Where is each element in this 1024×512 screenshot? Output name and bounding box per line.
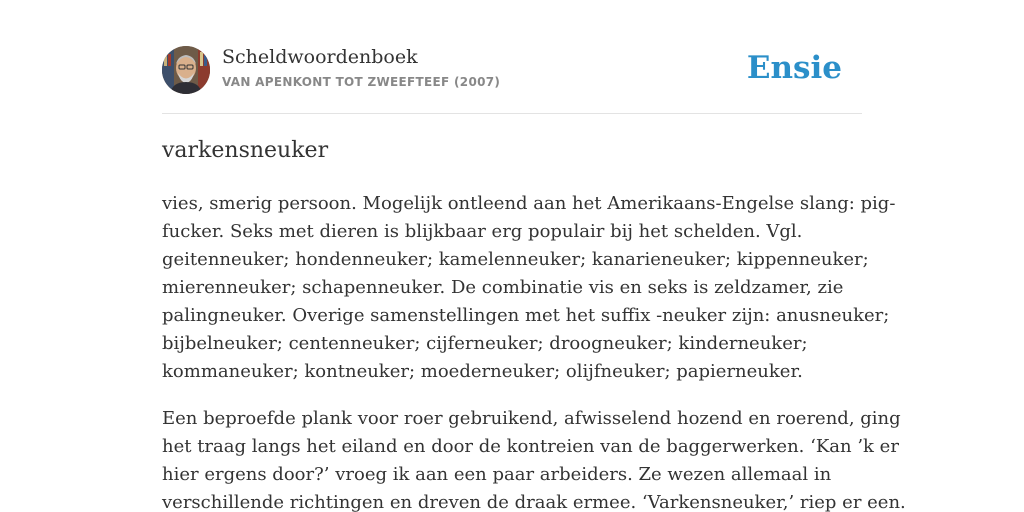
header-divider <box>162 113 862 114</box>
text-line: kommaneuker; kontneuker; moederneuker; olijfneuker; papierneuker. <box>162 361 803 382</box>
definition-paragraph <box>162 190 896 386</box>
text-line: Een beproefde plank voor roer gebruikend, afwisselend hozend en roerend, ging <box>162 408 901 429</box>
text-line: verschillende richtingen en dreven de draak ermee. ‘Varkensneuker,’ riep er een. <box>162 492 906 512</box>
text-line: hier ergens door?’ vroeg ik aan een paar arbeiders. Ze wezen allemaal in <box>162 464 832 485</box>
text-line: het traag langs het eiland en door de kontreien van de baggerwerken. ‘Kan ’k er <box>162 436 899 457</box>
quote-paragraph <box>162 405 906 512</box>
text-line: geitenneuker; hondenneuker; kamelenneuker; kanarieneuker; kippenneuker; <box>162 249 869 270</box>
ensie-logo[interactable]: Ensie <box>746 50 842 86</box>
entry-headword: varkensneuker <box>162 138 329 163</box>
entry-definition <box>162 190 906 512</box>
source-title[interactable]: Scheldwoordenboek <box>222 46 418 68</box>
text-line: vies, smerig persoon. Mogelijk ontleend aan het Amerikaans-Engelse slang: pig- <box>162 193 896 214</box>
source-header <box>162 46 862 96</box>
text-line: fucker. Seks met dieren is blijkbaar erg populair bij het schelden. Vgl. <box>162 221 803 242</box>
text-line: palingneuker. Overige samenstellingen met het suffix -neuker zijn: anusneuker; <box>162 305 890 326</box>
text-line: bijbelneuker; centenneuker; cijferneuker; droogneuker; kinderneuker; <box>162 333 808 354</box>
source-subtitle: VAN APENKONT TOT ZWEEFTEEF (2007) <box>222 75 501 89</box>
author-portrait-icon <box>162 46 210 94</box>
author-avatar[interactable] <box>162 46 210 94</box>
text-line: mierenneuker; schapenneuker. De combinatie vis en seks is zeldzamer, zie <box>162 277 844 298</box>
